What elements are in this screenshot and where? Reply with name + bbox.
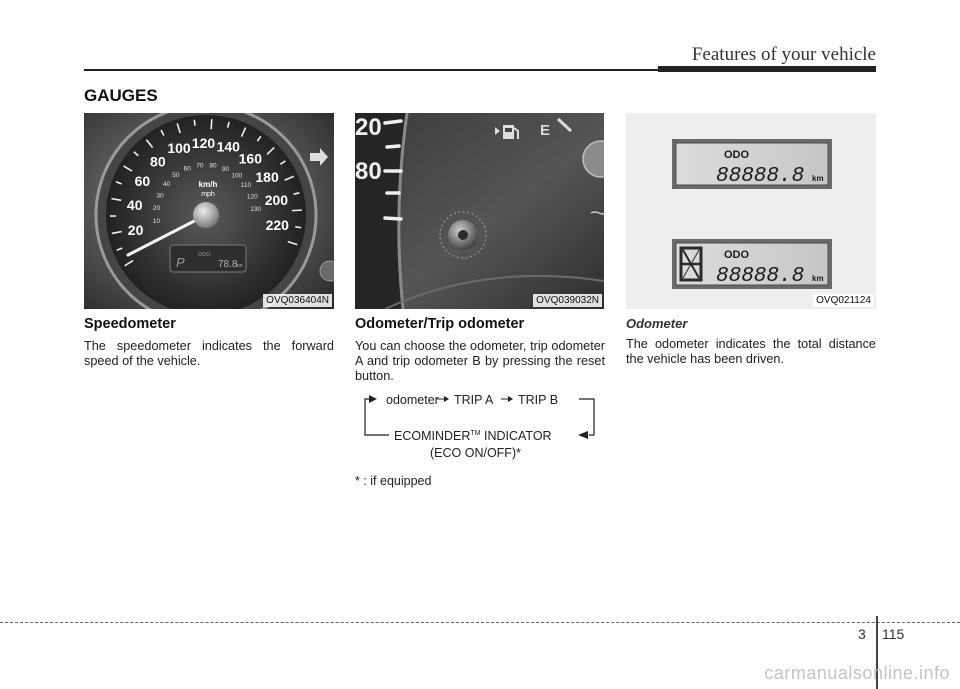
mph-tick-label: 70 — [196, 162, 204, 170]
odometer-lcd-illustration — [626, 113, 876, 309]
lcd-top-unit: km — [812, 174, 824, 183]
speed-tick-label: 200 — [264, 192, 289, 209]
lcd-top-value: 88888.8 — [716, 165, 805, 188]
arrow-left-icon — [578, 431, 588, 439]
trip-odometer-heading: Odometer/Trip odometer — [355, 316, 525, 332]
odo-value-small: 78.8 — [218, 259, 238, 270]
odometer-section — [626, 316, 876, 367]
mph-tick-label: 20 — [152, 205, 161, 213]
watermark: carmanualsonline.info — [764, 663, 950, 683]
mph-tick-label: 60 — [183, 165, 191, 173]
speed-tick-mark — [292, 210, 302, 211]
speed-tick-label: 60 — [134, 173, 151, 190]
odo-label-small: ODO — [198, 252, 211, 258]
arrow-right-icon — [444, 396, 449, 402]
odometer-text: The odometer indicates the total distance the vehicle has been driven. — [626, 337, 876, 366]
mph-tick-label: 120 — [246, 193, 258, 201]
mode-odometer: odometer — [386, 393, 439, 407]
header-title: Features of your vehicle — [691, 44, 876, 65]
speedometer-heading: Speedometer — [84, 316, 176, 332]
chapter-number: 3 — [858, 626, 866, 642]
footer-rule — [0, 622, 960, 623]
speedometer-section — [84, 316, 334, 369]
speedometer-figure — [84, 113, 334, 309]
mode-trip-a: TRIP A — [454, 393, 494, 407]
arrow-right-icon — [369, 395, 377, 403]
mph-tick-label: 50 — [172, 172, 180, 180]
mode-cycle-diagram — [357, 393, 607, 463]
trip-odometer-section — [355, 316, 605, 384]
section-title: GAUGES — [84, 86, 158, 105]
speed-tick-label: 180 — [255, 168, 279, 185]
unit-kmh-label: km/h — [198, 180, 218, 189]
trip-odometer-text: You can choose the odometer, trip odometer A and trip odometer B by pressing the reset button. — [355, 339, 605, 383]
lcd-bottom-unit: km — [812, 274, 824, 283]
odometer-heading: Odometer — [626, 316, 688, 331]
ecominder-word: ECOMINDER — [394, 429, 471, 443]
needle-hub — [193, 202, 219, 228]
speed-tick-mark — [211, 119, 212, 129]
mph-tick-label: 100 — [231, 172, 243, 180]
fuel-empty-label: E — [540, 122, 551, 139]
odo-unit-small: km — [236, 263, 243, 269]
mode-trip-b: TRIP B — [518, 393, 559, 407]
figure-code: OVQ039032N — [533, 294, 602, 307]
scale-number-top: 20 — [355, 114, 382, 141]
speedometer-text: The speedometer indicates the forward speed of the vehicle. — [84, 339, 334, 368]
speed-tick-label: 120 — [191, 135, 216, 152]
mph-tick-label: 10 — [152, 218, 160, 226]
trademark-mark: TM — [470, 429, 481, 437]
reset-button-illustration — [355, 113, 604, 309]
speed-tick-label: 160 — [238, 150, 263, 167]
lcd-top-label: ODO — [724, 149, 750, 161]
lcd-bottom-value: 88888.8 — [716, 265, 805, 288]
speedometer-illustration — [84, 113, 334, 309]
speed-tick-label: 40 — [126, 196, 143, 213]
speed-tick-label: 100 — [167, 140, 191, 157]
page-number: 115 — [882, 626, 905, 642]
speed-tick-label: 140 — [216, 138, 240, 155]
speed-tick-label: 220 — [265, 217, 289, 234]
mph-tick-label: 30 — [156, 192, 164, 200]
lcd-bottom-label: ODO — [724, 249, 750, 261]
mph-tick-label: 130 — [250, 205, 262, 213]
mph-tick-label: 110 — [240, 181, 252, 189]
mode-ecominder — [394, 429, 552, 443]
scale-number-bottom: 80 — [355, 158, 382, 185]
unit-mph-label: mph — [201, 191, 215, 198]
speed-tick-label: 20 — [127, 221, 144, 238]
odometer-lcd-figure — [626, 113, 876, 309]
header-rule — [84, 69, 876, 71]
footnote: * : if equipped — [355, 474, 432, 488]
arrow-right-icon — [508, 396, 513, 402]
figure-code: OVQ021124 — [813, 294, 874, 307]
mode-eco-on-off: (ECO ON/OFF)* — [430, 446, 521, 460]
mph-tick-label: 40 — [162, 181, 171, 189]
reset-button-figure — [355, 113, 604, 309]
gear-indicator: P — [176, 255, 185, 270]
mph-tick-label: 80 — [209, 162, 217, 170]
mph-tick-label: 90 — [221, 165, 230, 173]
speed-tick-mark — [295, 227, 301, 228]
indicator-word: INDICATOR — [480, 429, 552, 443]
speed-tick-mark — [194, 120, 195, 126]
figure-code: OVQ036404N — [263, 294, 332, 307]
speed-tick-label: 80 — [150, 153, 166, 170]
